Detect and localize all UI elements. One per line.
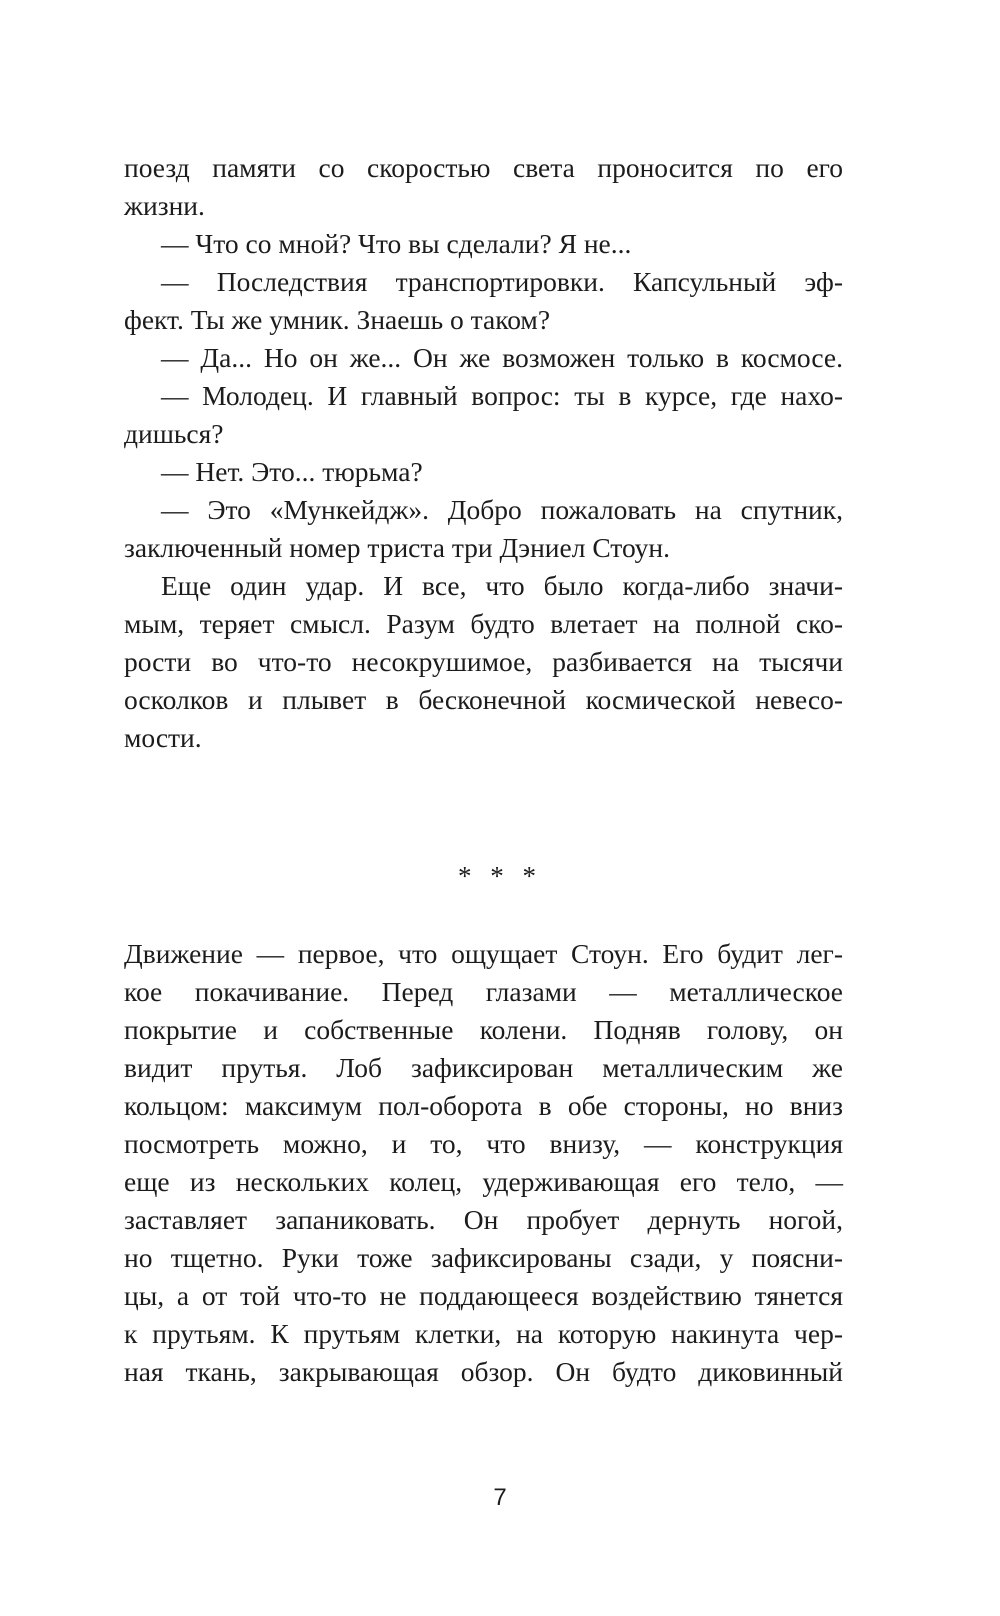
text-line: — Что со мной? Что вы сделали? Я не... bbox=[161, 228, 632, 259]
text-line: видит прутья. Лоб зафиксирован металлическим же bbox=[124, 1052, 843, 1083]
text-line: мым, теряет смысл. Разум будто влетает на полной ско- bbox=[124, 608, 843, 639]
text-line: — Последствия транспортировки. Капсульный эф- bbox=[161, 266, 843, 297]
text-line: — Молодец. И главный вопрос: ты в курсе, где нахо- bbox=[161, 380, 843, 411]
text-line: — Это «Мункейдж». Добро пожаловать на спутник, bbox=[161, 494, 843, 525]
text-line: кое покачивание. Перед глазами — металлическое bbox=[124, 976, 843, 1007]
text-line: рости во что-то несокрушимое, разбивается на тысячи bbox=[124, 646, 843, 677]
page-number: 7 bbox=[493, 1484, 507, 1511]
text-line: ная ткань, закрывающая обзор. Он будто диковинный bbox=[124, 1356, 843, 1387]
text-line: но тщетно. Руки тоже зафиксированы сзади, у поясни- bbox=[124, 1242, 843, 1273]
section-separator: * * * bbox=[458, 861, 542, 891]
text-line: Движение — первое, что ощущает Стоун. Его будит лег- bbox=[124, 938, 843, 969]
text-line: покрытие и собственные колени. Подняв голову, он bbox=[124, 1014, 843, 1045]
text-line: — Да... Но он же... Он же возможен только в космосе. bbox=[161, 342, 843, 373]
text-line: кольцом: максимум пол-оборота в обе стороны, но вниз bbox=[124, 1090, 843, 1121]
text-line: поезд памяти со скоростью света проносится по его bbox=[124, 152, 843, 183]
text-line: осколков и плывет в бесконечной космической невесо- bbox=[124, 684, 843, 715]
text-line: посмотреть можно, и то, что внизу, — конструкция bbox=[124, 1128, 843, 1159]
text-line: дишься? bbox=[124, 418, 224, 449]
text-line: к прутьям. К прутьям клетки, на которую накинута чер- bbox=[124, 1318, 843, 1349]
text-line: фект. Ты же умник. Знаешь о таком? bbox=[124, 304, 551, 335]
text-line: заключенный номер триста три Дэниел Стоун. bbox=[124, 532, 670, 563]
text-line: цы, а от той что-то не поддающееся воздействию тянется bbox=[124, 1280, 843, 1311]
text-line: Еще один удар. И все, что было когда-либо значи- bbox=[161, 570, 843, 601]
text-line: — Нет. Это... тюрьма? bbox=[161, 456, 423, 487]
text-line: жизни. bbox=[124, 190, 205, 221]
text-line: еще из нескольких колец, удерживающая его тело, — bbox=[124, 1166, 843, 1197]
text-line: заставляет запаниковать. Он пробует дернуть ногой, bbox=[124, 1204, 843, 1235]
text-line: мости. bbox=[124, 722, 202, 753]
